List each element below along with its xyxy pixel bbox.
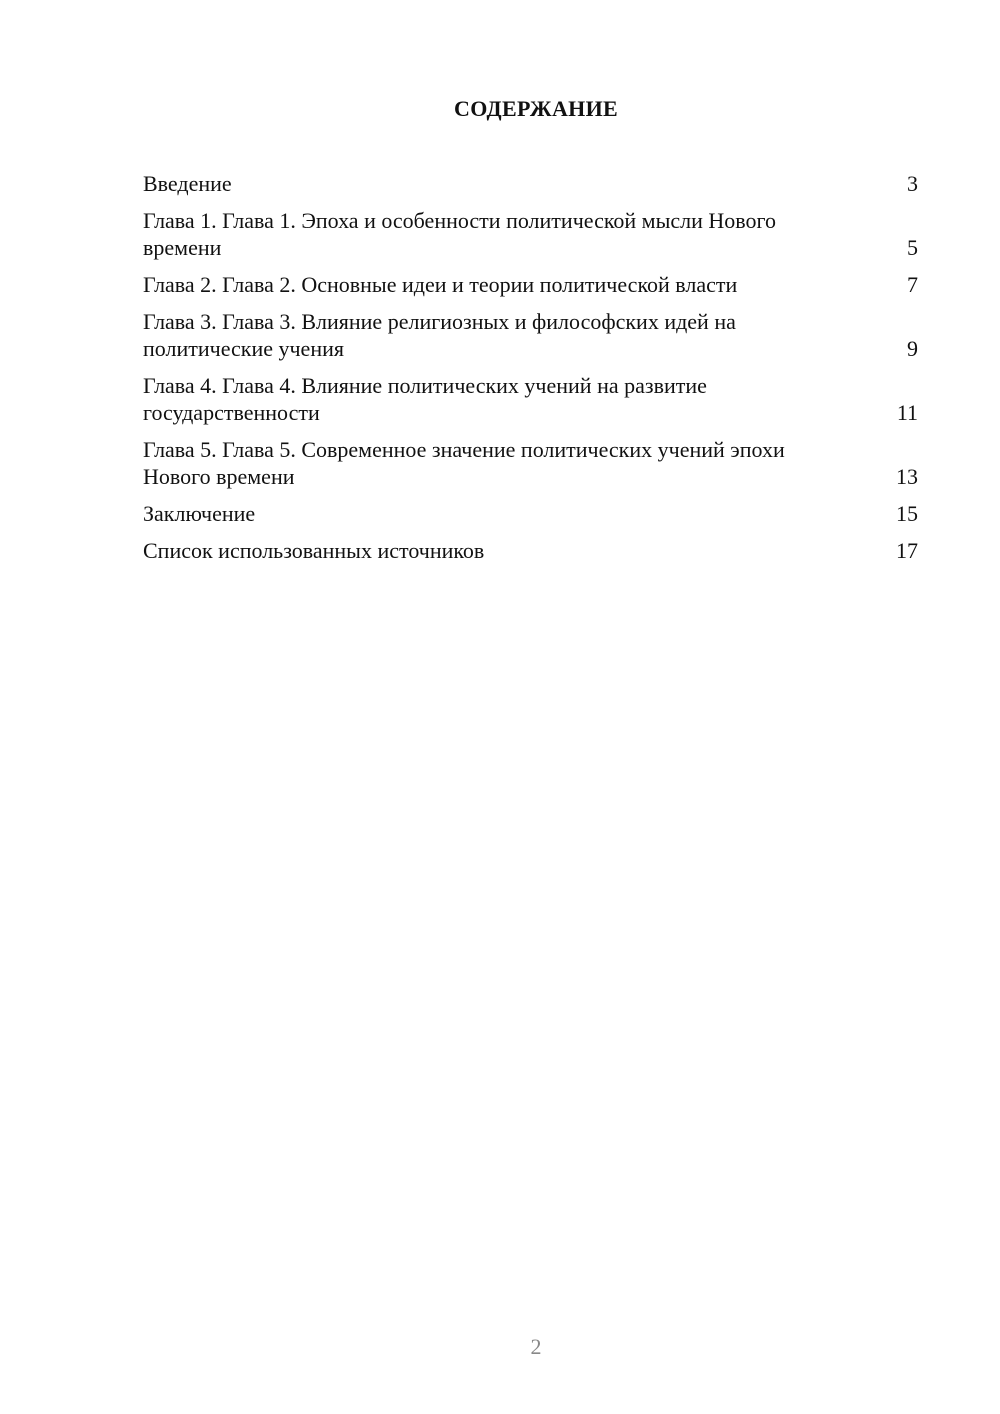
toc-entry-title: Введение xyxy=(143,171,232,196)
toc-entry-title: Глава 3. Глава 3. Влияние религиозных и философских идей на политические учения xyxy=(143,309,736,361)
toc-entry-conclusion[interactable] xyxy=(143,500,918,527)
toc-entry-chapter-1[interactable] xyxy=(143,207,918,261)
toc-entry-chapter-2[interactable] xyxy=(143,271,918,298)
toc-entry-page: 15 xyxy=(896,501,918,526)
toc-entry-page: 5 xyxy=(907,235,918,260)
toc-entry-page: 9 xyxy=(907,336,918,361)
toc-entry-introduction[interactable] xyxy=(143,170,918,197)
toc-entry-chapter-3[interactable] xyxy=(143,308,918,362)
toc-entry-title: Глава 4. Глава 4. Влияние политических учений на развитие государственности xyxy=(143,373,707,425)
toc-entry-page: 13 xyxy=(896,464,918,489)
toc-entry-references[interactable] xyxy=(143,537,918,564)
toc-entry-chapter-4[interactable] xyxy=(143,372,918,426)
toc-entry-title: Глава 5. Глава 5. Современное значение политических учений эпохи Нового времени xyxy=(143,437,785,489)
toc-entry-title: Список использованных источников xyxy=(143,538,485,563)
toc-entry-chapter-5[interactable] xyxy=(143,436,918,490)
page-title: СОДЕРЖАНИЕ xyxy=(454,96,618,121)
table-of-contents xyxy=(143,170,918,574)
toc-entry-title: Глава 1. Глава 1. Эпоха и особенности политической мысли Нового времени xyxy=(143,208,776,260)
toc-entry-page: 11 xyxy=(896,400,918,425)
toc-entry-title: Заключение xyxy=(143,501,256,526)
toc-entry-page: 17 xyxy=(896,538,918,563)
toc-entry-page: 7 xyxy=(907,272,918,297)
toc-entry-page: 3 xyxy=(907,171,918,196)
page-number: 2 xyxy=(530,1334,542,1359)
toc-entry-title: Глава 2. Глава 2. Основные идеи и теории политической власти xyxy=(143,272,738,297)
